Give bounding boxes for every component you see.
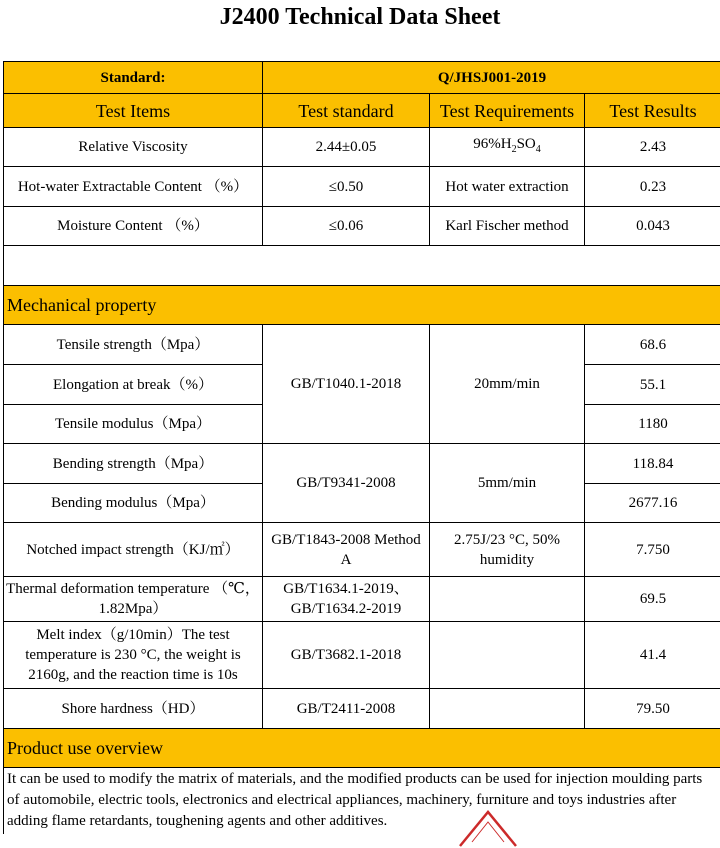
section-row: [4, 729, 720, 768]
mechanical-section-title: Mechanical property: [4, 286, 720, 325]
formula-subscript: 2: [512, 144, 517, 155]
spacer-row: [4, 246, 720, 286]
standard-cell: GB/T1843-2008 Method A: [263, 523, 430, 577]
item-cell: Shore hardness（HD）: [4, 689, 263, 729]
standard-cell: GB/T3682.1-2018: [263, 622, 430, 689]
item-cell: Bending strength（Mpa）: [4, 444, 263, 484]
requirement-cell: [430, 577, 585, 622]
standard-cell: 2.44±0.05: [263, 128, 430, 167]
table-row: [4, 325, 720, 365]
standard-cell: ≤0.06: [263, 207, 430, 246]
result-cell: 7.750: [585, 523, 720, 577]
formula-text: 96%H: [473, 136, 511, 152]
overview-row: [4, 768, 720, 834]
item-cell: Notched impact strength（KJ/㎡）: [4, 523, 263, 577]
standard-line: GB/T1634.2-2019: [265, 599, 427, 619]
table-row: [4, 167, 720, 207]
result-cell: 118.84: [585, 444, 720, 484]
table-row: [4, 622, 720, 689]
result-cell: 0.23: [585, 167, 720, 207]
result-cell: 55.1: [585, 365, 720, 405]
requirement-cell: Hot water extraction: [430, 167, 585, 207]
item-cell: Moisture Content （%）: [4, 207, 263, 246]
standard-cell: [263, 577, 430, 622]
table-row: [4, 523, 720, 577]
result-cell: 68.6: [585, 325, 720, 365]
bending-requirement-cell: 5mm/min: [430, 444, 585, 523]
header-test-items: Test Items: [4, 94, 263, 128]
table-row: [4, 689, 720, 729]
requirement-cell: Karl Fischer method: [430, 207, 585, 246]
standard-cell: GB/T2411-2008: [263, 689, 430, 729]
formula-text: SO: [517, 136, 536, 152]
standard-label: Standard:: [4, 62, 263, 94]
standard-cell: ≤0.50: [263, 167, 430, 207]
result-cell: 69.5: [585, 577, 720, 622]
table-row: [4, 444, 720, 484]
standard-value: Q/JHSJ001-2019: [263, 62, 720, 94]
data-sheet-table: [3, 61, 720, 834]
table-row: [4, 577, 720, 622]
result-cell: 41.4: [585, 622, 720, 689]
header-test-results: Test Results: [585, 94, 720, 128]
formula-subscript: 4: [536, 144, 541, 155]
item-cell: Tensile modulus（Mpa）: [4, 405, 263, 444]
item-cell: Relative Viscosity: [4, 128, 263, 167]
standard-row: [4, 62, 720, 94]
overview-section-title: Product use overview: [4, 729, 720, 768]
standard-line: GB/T1634.1-2019、: [265, 579, 427, 599]
requirement-cell: [430, 689, 585, 729]
seal-arc: [460, 812, 516, 846]
bending-standard-cell: GB/T9341-2008: [263, 444, 430, 523]
item-cell: Melt index（g/10min）The test temperature is 230 °C, the weight is 2160g, and the reaction time is 10s: [4, 622, 263, 689]
item-cell: Hot-water Extractable Content （%）: [4, 167, 263, 207]
header-row: [4, 94, 720, 128]
table-row: [4, 128, 720, 167]
requirement-cell: [430, 622, 585, 689]
result-cell: 0.043: [585, 207, 720, 246]
overview-text: It can be used to modify the matrix of materials, and the modified products can be used for injection moulding parts of automobile, electric tools, electronics and electrical appliances, machinery, furniture and toys industries after adding flame retardants, toughening agents and other additives.: [4, 768, 720, 834]
empty-cell: [4, 246, 720, 286]
tensile-requirement-cell: 20mm/min: [430, 325, 585, 444]
company-seal: [458, 808, 518, 848]
item-cell: Elongation at break（%）: [4, 365, 263, 405]
table-row: [4, 207, 720, 246]
item-cell: Tensile strength（Mpa）: [4, 325, 263, 365]
page-title: J2400 Technical Data Sheet: [0, 2, 720, 32]
result-cell: 1180: [585, 405, 720, 444]
requirement-cell: 2.75J/23 °C, 50% humidity: [430, 523, 585, 577]
result-cell: 2677.16: [585, 484, 720, 523]
item-cell: Bending modulus（Mpa）: [4, 484, 263, 523]
result-cell: 79.50: [585, 689, 720, 729]
tensile-standard-cell: GB/T1040.1-2018: [263, 325, 430, 444]
section-row: [4, 286, 720, 325]
header-test-requirements: Test Requirements: [430, 94, 585, 128]
header-test-standard: Test standard: [263, 94, 430, 128]
result-cell: 2.43: [585, 128, 720, 167]
item-cell: Thermal deformation temperature （℃，1.82Mpa）: [4, 577, 263, 622]
requirement-cell: [430, 128, 585, 167]
